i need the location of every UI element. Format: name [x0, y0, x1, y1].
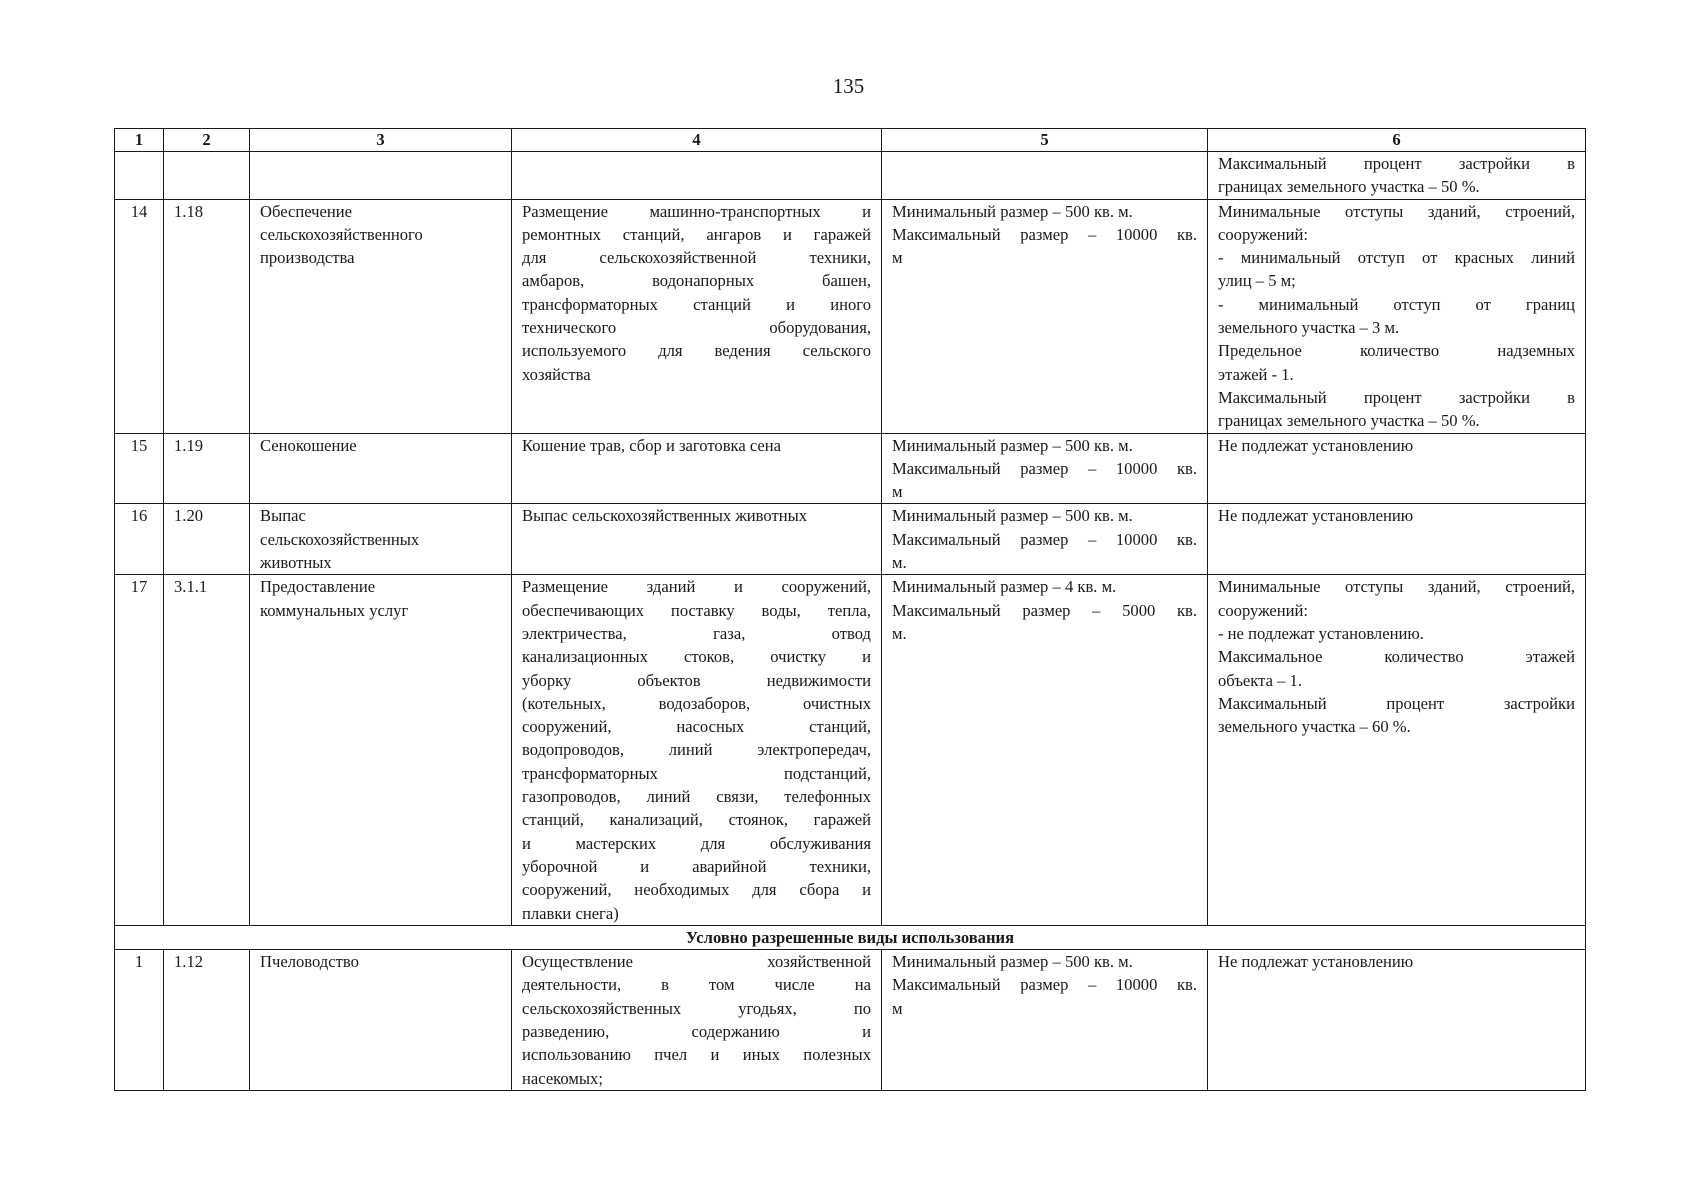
- text-line: Минимальный размер – 500 кв. м.: [892, 506, 1133, 526]
- text-line: Максимальный размер – 10000 кв.: [892, 975, 1197, 995]
- text-line: сельскохозяйственных угодьях, по: [522, 998, 871, 1018]
- text-line: производства: [260, 248, 355, 268]
- text-line: Минимальный размер – 4 кв. м.: [892, 577, 1117, 597]
- text-line: этажей - 1.: [1218, 364, 1294, 384]
- plot-size-limits: [882, 433, 1208, 504]
- text-line: Размещение зданий и сооружений,: [522, 577, 871, 597]
- text-line: используемого для ведения сельского: [522, 341, 871, 361]
- text-line: деятельности, в том числе на: [522, 975, 871, 995]
- page-number: 135: [832, 74, 865, 98]
- use-description: [512, 433, 882, 504]
- table-cell: [164, 152, 250, 200]
- text-line: Минимальный размер – 500 кв. м.: [892, 201, 1133, 221]
- text-line: газопроводов, линий связи, телефонных: [522, 787, 871, 807]
- plot-size-limits: [882, 504, 1208, 575]
- table-row: [115, 433, 1586, 504]
- use-description: [512, 504, 882, 575]
- table-row: [115, 950, 1586, 1091]
- text-line: канализационных стоков, очистку и: [522, 647, 871, 667]
- text-line: объекта – 1.: [1218, 670, 1302, 690]
- text-line: сельскохозяйственных: [260, 529, 420, 549]
- text-line: Минимальный размер – 500 кв. м.: [892, 435, 1133, 455]
- text-line: животных: [260, 553, 332, 573]
- text-line: Осуществление хозяйственной: [522, 952, 871, 972]
- plot-size-limits: [882, 950, 1208, 1091]
- text-line: улиц – 5 м;: [1218, 271, 1296, 291]
- text-line: сооружений:: [1218, 224, 1308, 244]
- text-line: Сенокошение: [260, 435, 357, 455]
- text-line: Кошение трав, сбор и заготовка сена: [522, 435, 782, 455]
- text-line: Максимальный процент застройки: [1218, 693, 1575, 713]
- row-number: 16: [115, 504, 164, 575]
- table-row: [115, 199, 1586, 433]
- use-code: 1.12: [164, 950, 250, 1091]
- use-name: [250, 504, 512, 575]
- text-line: Обеспечение: [260, 201, 353, 221]
- table-cell: [115, 152, 164, 200]
- building-parameters: [1208, 504, 1586, 575]
- use-name: [250, 199, 512, 433]
- plot-size-limits: [882, 575, 1208, 925]
- text-line: использованию пчел и иных полезных: [522, 1045, 871, 1065]
- text-line: Минимальные отступы зданий, строений,: [1218, 201, 1575, 221]
- text-line: сооружений:: [1218, 600, 1308, 620]
- use-name: [250, 575, 512, 925]
- text-line: границах земельного участка – 50 %.: [1218, 177, 1480, 197]
- header-cell-2: 2: [164, 129, 250, 152]
- row-number: 15: [115, 433, 164, 504]
- text-line: м.: [892, 553, 907, 573]
- text-line: Не подлежат установлению: [1218, 435, 1414, 455]
- text-line: Выпас: [260, 506, 306, 526]
- text-line: Максимальный размер – 10000 кв.: [892, 529, 1197, 549]
- text-line: м: [892, 482, 903, 502]
- use-description: [512, 199, 882, 433]
- header-cell-4: 4: [512, 129, 882, 152]
- text-line: м.: [892, 623, 907, 643]
- land-use-table: [114, 128, 1586, 1091]
- use-name: [250, 433, 512, 504]
- text-line: Максимальный размер – 5000 кв.: [892, 600, 1197, 620]
- use-code: 1.20: [164, 504, 250, 575]
- text-line: хозяйства: [522, 364, 591, 384]
- continuation-params-cell: [1208, 152, 1586, 200]
- text-line: для сельскохозяйственной техники,: [522, 248, 871, 268]
- text-line: сооружений, насосных станций,: [522, 717, 871, 737]
- text-line: Максимальный размер – 10000 кв.: [892, 458, 1197, 478]
- text-line: - минимальный отступ от границ: [1218, 294, 1575, 314]
- plot-size-limits: [882, 199, 1208, 433]
- header-cell-6: 6: [1208, 129, 1586, 152]
- header-cell-5: 5: [882, 129, 1208, 152]
- header-row: [115, 129, 1586, 152]
- continuation-row: [115, 152, 1586, 200]
- building-parameters: [1208, 575, 1586, 925]
- text-line: технического оборудования,: [522, 318, 871, 338]
- text-line: земельного участка – 3 м.: [1218, 318, 1400, 338]
- text-line: Максимальное количество этажей: [1218, 647, 1575, 667]
- text-line: - не подлежат установлению.: [1218, 623, 1424, 643]
- use-name: [250, 950, 512, 1091]
- text-line: м: [892, 998, 903, 1018]
- text-line: земельного участка – 60 %.: [1218, 717, 1411, 737]
- text-line: Предельное количество надземных: [1218, 341, 1575, 361]
- text-line: Максимальный процент застройки в: [1218, 387, 1575, 407]
- row-number: 17: [115, 575, 164, 925]
- table-cell: [512, 152, 882, 200]
- header-cell-3: 3: [250, 129, 512, 152]
- table-cell: [250, 152, 512, 200]
- text-line: Максимальный процент застройки в: [1218, 154, 1575, 173]
- text-line: обеспечивающих поставку воды, тепла,: [522, 600, 871, 620]
- use-code: 3.1.1: [164, 575, 250, 925]
- text-line: Минимальные отступы зданий, строений,: [1218, 577, 1575, 597]
- table-row: [115, 575, 1586, 925]
- use-code: 1.19: [164, 433, 250, 504]
- section-row: [115, 925, 1586, 949]
- text-line: Не подлежат установлению: [1218, 506, 1414, 526]
- text-line: водопроводов, линий электропередач,: [522, 740, 871, 760]
- table-cell: [882, 152, 1208, 200]
- text-line: трансформаторных подстанций,: [522, 763, 871, 783]
- text-line: сельскохозяйственного: [260, 224, 423, 244]
- text-line: амбаров, водонапорных башен,: [522, 271, 871, 291]
- building-parameters: [1208, 199, 1586, 433]
- text-line: разведению, содержанию и: [522, 1021, 871, 1041]
- text-line: Предоставление: [260, 577, 376, 597]
- text-line: плавки снега): [522, 903, 619, 923]
- use-description: [512, 575, 882, 925]
- text-line: границах земельного участка – 50 %.: [1218, 411, 1480, 431]
- section-title: Условно разрешенные виды использования: [115, 925, 1586, 949]
- text-line: станций, канализаций, стоянок, гаражей: [522, 810, 871, 830]
- text-line: электричества, газа, отвод: [522, 623, 871, 643]
- row-number: 14: [115, 199, 164, 433]
- use-description: [512, 950, 882, 1091]
- text-line: Минимальный размер – 500 кв. м.: [892, 952, 1133, 972]
- text-line: м: [892, 248, 903, 268]
- row-number: 1: [115, 950, 164, 1091]
- text-line: Не подлежат установлению: [1218, 952, 1414, 972]
- table-row: [115, 504, 1586, 575]
- text-line: (котельных, водозаборов, очистных: [522, 693, 871, 713]
- header-cell-1: 1: [115, 129, 164, 152]
- text-line: и мастерских для обслуживания: [522, 833, 871, 853]
- text-line: трансформаторных станций и иного: [522, 294, 871, 314]
- text-line: Пчеловодство: [260, 952, 359, 972]
- text-line: сооружений, необходимых для сбора и: [522, 880, 871, 900]
- text-line: уборочной и аварийной техники,: [522, 856, 871, 876]
- use-code: 1.18: [164, 199, 250, 433]
- building-parameters: [1208, 433, 1586, 504]
- text-line: ремонтных станций, ангаров и гаражей: [522, 224, 871, 244]
- text-line: насекомых;: [522, 1068, 603, 1088]
- text-line: уборку объектов недвижимости: [522, 670, 871, 690]
- text-line: Выпас сельскохозяйственных животных: [522, 506, 808, 526]
- text-line: коммунальных услуг: [260, 600, 409, 620]
- building-parameters: [1208, 950, 1586, 1091]
- text-line: Максимальный размер – 10000 кв.: [892, 224, 1197, 244]
- text-line: - минимальный отступ от красных линий: [1218, 248, 1575, 268]
- text-line: Размещение машинно-транспортных и: [522, 201, 871, 221]
